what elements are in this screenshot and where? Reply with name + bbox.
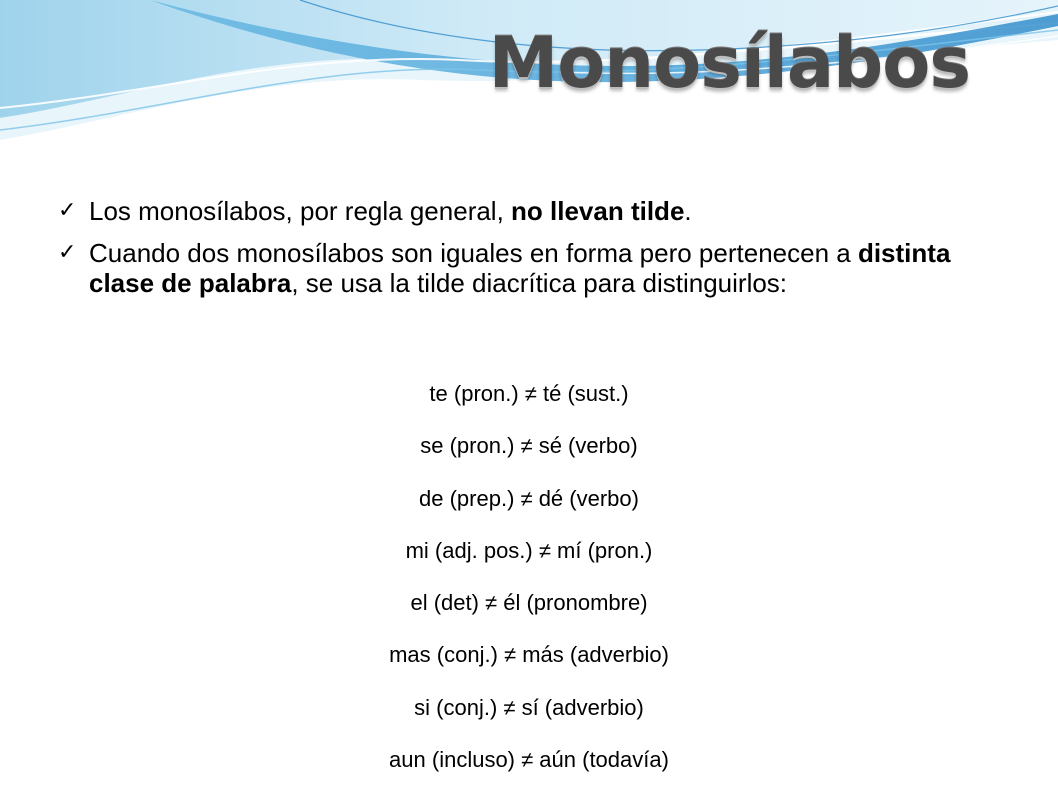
bullet-text: . [684, 196, 692, 226]
bullet-text: Cuando dos monosílabos son iguales en forma pero pertenecen a [89, 238, 858, 268]
diacritic-pair: mas (conj.) ≠ más (adverbio) [389, 642, 669, 668]
bullet-list [58, 196, 1018, 310]
bullet-text-bold: distinta clase de palabra [89, 238, 951, 298]
bullet-text: , se usa la tilde diacrítica para distinguirlos: [291, 268, 788, 298]
check-icon: ✓ [58, 198, 77, 223]
diacritic-pair: el (det) ≠ él (pronombre) [410, 590, 648, 616]
bullet-item [58, 238, 1018, 298]
bullet-item [58, 196, 1018, 226]
slide-title: Monosílabos [488, 22, 970, 104]
diacritic-pair: se (pron.) ≠ sé (verbo) [420, 433, 638, 459]
diacritic-pair: de (prep.) ≠ dé (verbo) [419, 485, 639, 511]
diacritic-pair: si (conj.) ≠ sí (adverbio) [414, 694, 644, 720]
diacritic-pairs-list [0, 381, 1058, 793]
check-icon: ✓ [58, 240, 77, 265]
diacritic-pair: te (pron.) ≠ té (sust.) [429, 381, 629, 406]
diacritic-pair: mi (adj. pos.) ≠ mí (pron.) [405, 537, 653, 563]
bullet-text-bold: no llevan tilde [511, 196, 685, 226]
diacritic-pair: aun (incluso) ≠ aún (todavía) [389, 747, 669, 773]
bullet-text: Los monosílabos, por regla general, [89, 196, 512, 226]
